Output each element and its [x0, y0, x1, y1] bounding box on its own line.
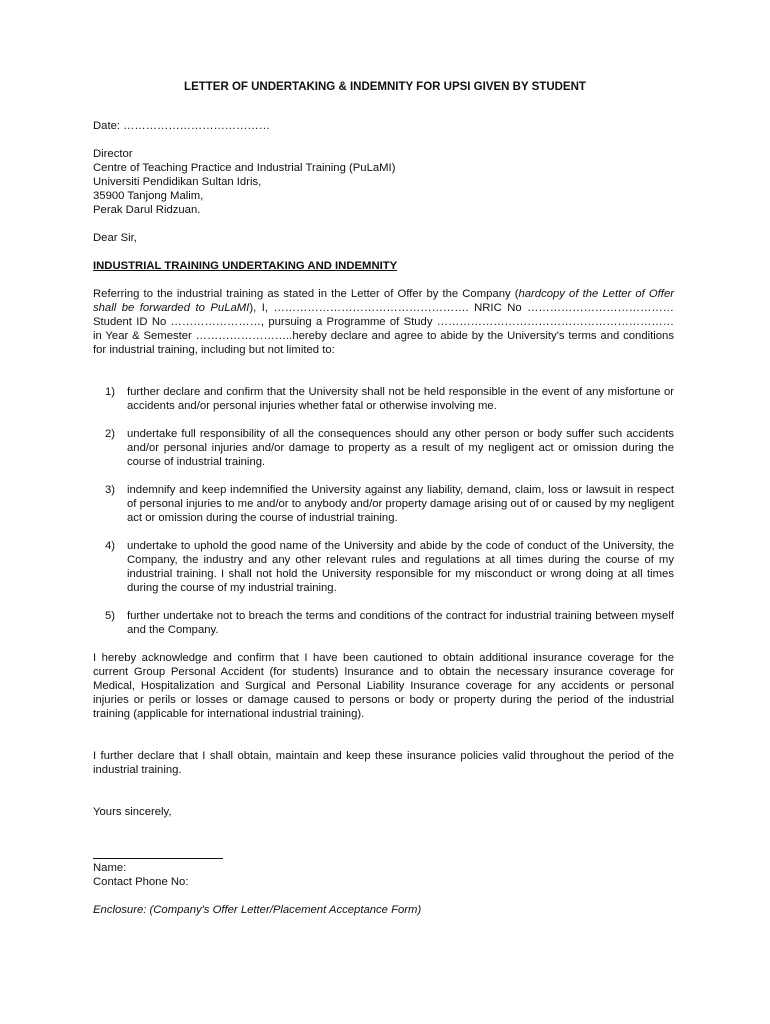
declaration-paragraph: I further declare that I shall obtain, maintain and keep these insurance policies valid throughout the period of the industrial training.	[93, 750, 674, 776]
list-item	[93, 385, 674, 413]
address-line-2: Centre of Teaching Practice and Industrial Training (PuLaMI)	[93, 162, 396, 174]
list-item-text: undertake to uphold the good name of the University and abide by the code of conduct of the University, the Company, the industry and any other relevant rules and regulations at all times during the course of my industrial training. I shall not hold the University responsible for my misconduct or wrong doing at all times during the course of my industrial training.	[127, 540, 674, 594]
acknowledgement-paragraph: I hereby acknowledge and confirm that I have been cautioned to obtain additional insurance coverage for the current Group Personal Accident (for students) Insurance and to obtain the necessary insurance coverage for Medical, Hospitalization and Surgical and Personal Liability Insurance coverage for any accidents or personal injuries or perils or losses or damage caused to persons or body or property during the period of the industrial training (applicable for international industrial training).	[93, 652, 674, 720]
address-line-1: Director	[93, 148, 133, 160]
address-line-5: Perak Darul Ridzuan.	[93, 204, 201, 216]
list-item-number: 2)	[105, 428, 116, 440]
enclosure-note: Enclosure: (Company's Offer Letter/Placement Acceptance Form)	[93, 904, 422, 916]
signature-line	[93, 858, 223, 859]
list-item	[93, 483, 674, 525]
contact-phone-label: Contact Phone No:	[93, 876, 189, 888]
intro-italic: hardcopy of the Letter of Offer shall be forwarded to PuLaMI	[93, 288, 674, 314]
date-line: Date: …………………………………	[93, 120, 270, 132]
intro-part-2: ), I, ……………………………………………. NRIC No ………………………………… Student ID No ……………………, pursuing a Programme of Study ……………………………………………………… in Year & Semester ……………………..hereby declare and agree to abide by the University's terms and conditions for industrial training, including but not limited to:	[93, 302, 674, 356]
list-item-number: 4)	[105, 540, 116, 552]
list-item	[93, 609, 674, 637]
intro-paragraph	[93, 287, 674, 357]
address-line-3: Universiti Pendidikan Sultan Idris,	[93, 176, 262, 188]
section-heading: INDUSTRIAL TRAINING UNDERTAKING AND INDEMNITY	[93, 260, 398, 272]
list-item-number: 5)	[105, 610, 116, 622]
list-item-text: indemnify and keep indemnified the University against any liability, demand, claim, loss or lawsuit in respect of personal injuries to me and/or to anybody and/or property damage arising out of or caused by my negligent act or omission during the course of industrial training.	[127, 484, 674, 524]
list-item-number: 1)	[105, 386, 116, 398]
list-item-number: 3)	[105, 484, 116, 496]
undertaking-list	[93, 385, 674, 651]
list-item-text: further declare and confirm that the University shall not be held responsible in the event of any misfortune or accidents and/or personal injuries whether fatal or otherwise involving me.	[127, 386, 674, 412]
list-item-text: further undertake not to breach the terms and conditions of the contract for industrial training between myself and the Company.	[127, 610, 674, 636]
salutation: Dear Sir,	[93, 232, 137, 244]
address-line-4: 35900 Tanjong Malim,	[93, 190, 204, 202]
list-item-text: undertake full responsibility of all the consequences should any other person or body suffer such accidents and/or personal injuries and/or damage to property as a result of my negligent act or omission during the course of industrial training.	[127, 428, 674, 468]
page-title: LETTER OF UNDERTAKING & INDEMNITY FOR UPSI GIVEN BY STUDENT	[184, 81, 586, 93]
name-label: Name:	[93, 862, 127, 874]
closing: Yours sincerely,	[93, 806, 172, 818]
intro-part-1: Referring to the industrial training as stated in the Letter of Offer by the Company (	[93, 288, 519, 300]
list-item	[93, 427, 674, 469]
list-item	[93, 539, 674, 595]
